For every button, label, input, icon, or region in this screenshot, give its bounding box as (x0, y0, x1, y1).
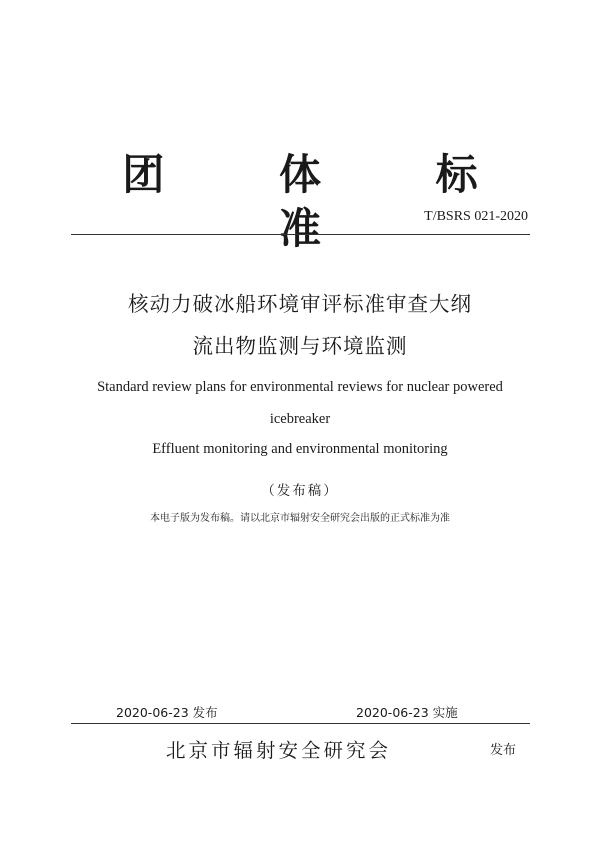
draft-note: 本电子版为发布稿。请以北京市辐射安全研究会出版的正式标准为准 (150, 513, 450, 524)
issuing-organization: 北京市辐射安全研究会 (166, 739, 392, 762)
effective-date: 2020-06-23 实施 (356, 705, 458, 720)
draft-label: （发布稿） (261, 483, 339, 499)
issuing-organization-suffix: 发布 (490, 743, 517, 758)
top-divider (71, 234, 530, 235)
title-zh-line-1: 核动力破冰船环境审评标准审查大纲 (128, 292, 472, 316)
publish-date: 2020-06-23 发布 (116, 705, 218, 720)
title-en-line-1: Standard review plans for environmental reviews for nuclear powered (97, 379, 503, 395)
bottom-divider (71, 723, 530, 724)
title-en-line-3: Effluent monitoring and environmental monitoring (152, 441, 448, 457)
document-category-heading: 团 体 标 准 (122, 150, 528, 253)
title-zh-line-2: 流出物监测与环境监测 (192, 334, 408, 358)
title-en-line-2: icebreaker (269, 411, 331, 427)
standard-number: T/BSRS 021-2020 (424, 209, 528, 224)
